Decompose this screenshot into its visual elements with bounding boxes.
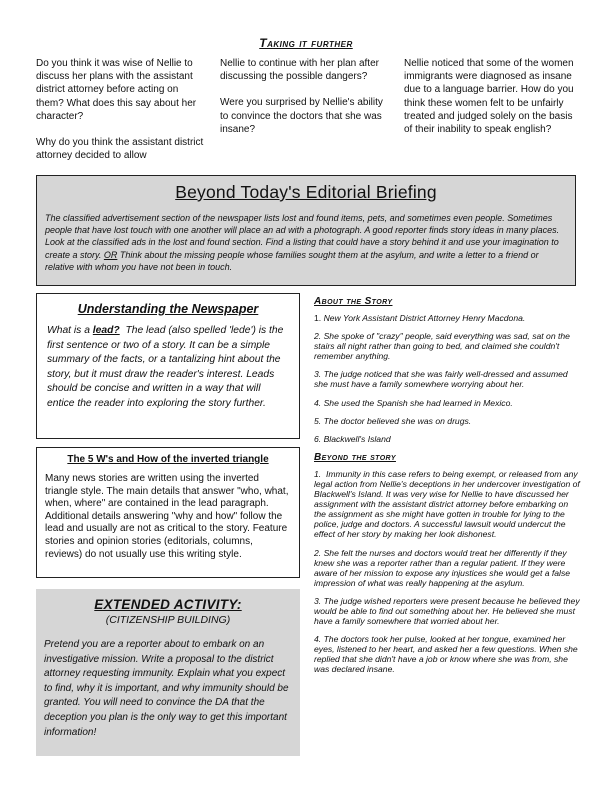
answer-item bbox=[314, 398, 580, 408]
taking-further-heading: Taking it further bbox=[259, 36, 353, 50]
answer-item bbox=[314, 369, 580, 389]
editorial-briefing-box bbox=[36, 175, 576, 286]
answer-text: She spoke of "crazy" people, said everything was sad, sat on the stairs all night rather than going to bed, and claimed she couldn't remember anything. bbox=[314, 331, 570, 362]
five-ws-body: Many news stories are written using the inverted triangle style. The main details that answer "who, what, when, where" are contained in the lead paragraph. Additional details answering "why and how" follow the lead and usually are not as critical to the story. Feature stories and opinion stories (editorials, columns, reviews) do not usually use this writing style. bbox=[45, 473, 289, 560]
answer-item bbox=[314, 416, 580, 426]
about-story-heading: About the Story bbox=[314, 296, 393, 307]
understanding-newspaper-body bbox=[47, 324, 289, 412]
answer-item bbox=[314, 313, 580, 323]
editorial-text-part-2: Think about the missing people whose families sought them at the asylum, and write a letter to a friend or relative with whom you have not been in touch. bbox=[45, 249, 539, 272]
answer-text: The judge wished reporters were present because he believed they would be able to find out something about her. He believed she must have a family somewhere that worried about her. bbox=[314, 595, 580, 627]
answer-text: The doctor believed she was on drugs. bbox=[323, 415, 472, 426]
answer-number: 1. bbox=[314, 468, 322, 479]
taking-further-column-3 bbox=[404, 57, 574, 149]
answer-number: 2. bbox=[314, 547, 322, 558]
answer-item bbox=[314, 596, 580, 626]
answer-number: 3. bbox=[314, 369, 322, 380]
taking-further-column-1 bbox=[36, 57, 204, 175]
question-paragraph: Why do you think the assistant district attorney decided to allow bbox=[36, 137, 204, 162]
beyond-story-heading: Beyond the story bbox=[314, 451, 396, 463]
answer-text: The doctors took her pulse, looked at her tongue, examined her eyes, listened to her heart, and asked her a few questions. When she replied that she didn't have a job or know where she was from, she was declared insane. bbox=[314, 634, 578, 675]
question-paragraph: Were you surprised by Nellie's ability to convince the doctors that she was insane? bbox=[220, 97, 383, 135]
answer-number: 5. bbox=[314, 415, 322, 426]
answer-text: New York Assistant District Attorney Henry Macdona. bbox=[323, 313, 526, 323]
answer-number: 1. bbox=[314, 313, 322, 323]
beyond-story-answers bbox=[314, 469, 580, 675]
editorial-briefing-body bbox=[45, 212, 567, 273]
answer-item bbox=[314, 434, 580, 444]
answers-column bbox=[314, 296, 580, 683]
editorial-or-word: OR bbox=[103, 249, 118, 260]
answer-item bbox=[314, 548, 580, 588]
answer-text: Immunity in this case refers to being exempt, or released from any legal action from Nellie's deceptions in her undercover investigation of Blackwell's Island. It was very wise for Nellie to have discussed her assignment with the assistant district attorney before embarking on the assignment as she might have gotten in trouble for lying to the police, judge and doctors. A successful lawsuit would undercut the effect of her story by making her look dishonest. bbox=[314, 468, 580, 540]
answer-text: The judge noticed that she was fairly well-dressed and assumed she must have a family somewhere worrying about her. bbox=[314, 369, 568, 390]
extended-activity-subtitle: (CITIZENSHIP BUILDING) bbox=[105, 614, 231, 626]
question-paragraph: Nellie noticed that some of the women immigrants were diagnosed as insane due to a language barrier. How do you think these women felt to be unfairly treated and judged solely on the basis of their inability to speak english? bbox=[404, 58, 574, 136]
answer-item bbox=[314, 331, 580, 361]
answer-item bbox=[314, 634, 580, 674]
answer-text: She felt the nurses and doctors would treat her differently if they knew she was a reporter rather than a regular patient. If they were aware of her mission to expose any injustices she would get a false impression of what was really happening at the asylum. bbox=[314, 547, 571, 588]
lead-question-prefix: What is a bbox=[47, 325, 90, 336]
editorial-briefing-title: Beyond Today's Editorial Briefing bbox=[175, 182, 437, 202]
answer-number: 4. bbox=[314, 397, 322, 408]
extended-activity-body: Pretend you are a reporter about to embark on an investigative mission. Write a proposal to the district attorney requesting immunity. Explain what you expect to find, why it is important, and why immunity should be granted. You will need to convince the DA that the deception you plan is the only way to get this important information! bbox=[44, 639, 289, 738]
five-ws-box bbox=[36, 447, 300, 578]
extended-activity-box bbox=[36, 589, 300, 756]
lead-definition: The lead (also spelled 'lede') is the first sentence or two of a story. It can be a simple summary of the facts, or a tantalizing hint about the story, but it must draw the reader's interest. Leads should be concise and written in a way that will entice the reader into exploring the story further. bbox=[47, 325, 284, 409]
answer-text: Blackwell's Island bbox=[323, 433, 391, 444]
lead-keyword: lead? bbox=[92, 325, 120, 336]
editorial-text-part-1: The classified advertisement section of the newspaper lists lost and found items, pets, and sometimes even people. Sometimes people that have lost touch with one another will place an ad with a photograph. A good reporter finds story ideas in many places. Look at the classified ads in the lost and found section. Find a listing that could have a story behind it and use your imagination to create a story. bbox=[45, 213, 560, 260]
taking-further-column-2 bbox=[220, 57, 390, 149]
question-paragraph: Do you think it was wise of Nellie to discuss her plans with the assistant district attorney before acting on them? What does this say about her character? bbox=[36, 58, 197, 122]
answer-item bbox=[314, 469, 580, 540]
extended-activity-title: EXTENDED ACTIVITY: bbox=[94, 597, 242, 612]
answer-number: 6. bbox=[314, 433, 322, 444]
answer-number: 3. bbox=[314, 595, 322, 606]
understanding-newspaper-box bbox=[36, 293, 300, 439]
understanding-newspaper-title: Understanding the Newspaper bbox=[77, 302, 259, 316]
five-ws-title: The 5 W's and How of the inverted triangle bbox=[67, 454, 269, 465]
answer-number: 4. bbox=[314, 634, 322, 645]
question-paragraph: Nellie to continue with her plan after discussing the possible dangers? bbox=[220, 58, 379, 83]
about-story-answers bbox=[314, 313, 580, 444]
answer-text: She used the Spanish she had learned in Mexico. bbox=[323, 397, 513, 408]
answer-number: 2. bbox=[314, 331, 322, 342]
